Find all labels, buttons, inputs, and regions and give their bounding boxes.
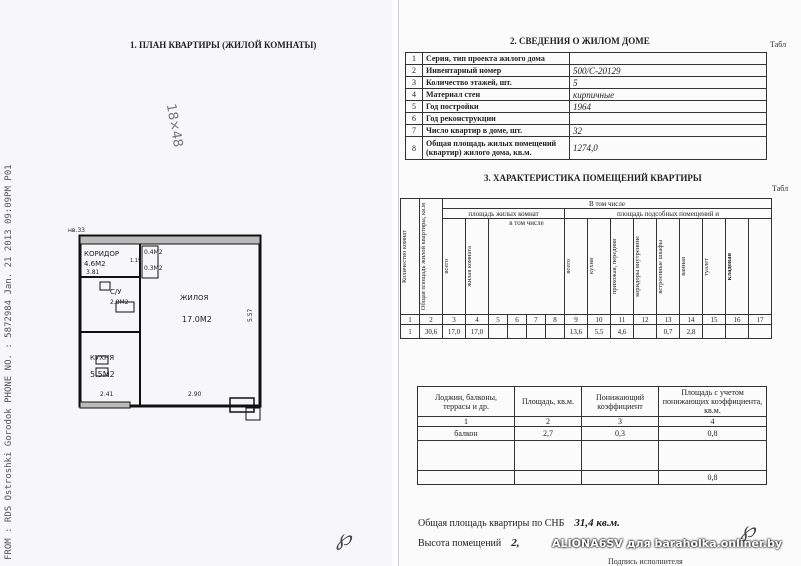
kitchen-area: 5.5М2 (90, 370, 115, 379)
apartment-characteristics-table: Количество комнат Общая площадь жилой квартиры, кв.м В том числе площадь жилых комнат площадь подсобных помещений и всего жилая комната в том числе всего кухня прихожая, передняя коридоры внутренние встроенные шкафы ванная туалет кладовая 1 2 3 4 5 6 7 8 9 10 11 12 13 14 15 16 17 1 30,6 17,0 17,0 13,6 5,5 4,6 0,7 2,8 (400, 198, 772, 339)
dim-2-90: 2.90 (188, 391, 202, 398)
column-numbers-row: 1 2 3 4 5 6 7 8 9 10 11 12 13 14 15 16 17 (401, 315, 772, 325)
table-row: 3 Количество этажей, шт. 5 (406, 77, 767, 89)
table-row: балкон 2,7 0,3 0,8 (418, 427, 767, 441)
dim-3-81: 3.81 (86, 269, 100, 276)
bathroom-label: С/У (110, 288, 122, 296)
table-tag: Табл (770, 40, 787, 49)
executor-label: Подпись исполнителя (608, 557, 683, 566)
table-row: 6 Год реконструкции (406, 113, 767, 125)
table-row: 1 Серия, тип проекта жилого дома (406, 53, 767, 65)
signature-left: ℘ (336, 526, 352, 551)
floor-plan (70, 222, 280, 427)
table-row: 5 Год постройки 1964 (406, 101, 767, 113)
balcony-table: Лоджии, балконы, террасы и др. Площадь, кв.м. Понижающий коэффициент Площадь с учетом понижающих коэффициента, кв.м. 1 2 3 4 балкон 2,7 0,3 0,8 0,8 (417, 386, 767, 485)
house-info-table (405, 52, 767, 160)
corner-mark: нв.33 (68, 227, 86, 234)
fax-header: FROM : RDS Ostroshki Gorodok PHONE NO. : 5872984 Jan. 21 2013 09:09PM P01 (4, 164, 14, 560)
signature-right: ℘ (740, 518, 756, 543)
dim-1-19: 1.19 (130, 258, 142, 264)
dim-2-41: 2.41 (100, 391, 114, 398)
table-row: 7 Число квартир в доме, шт. 32 (406, 125, 767, 137)
table-row: 4 Материал стен кирпичные (406, 89, 767, 101)
corridor-label: КОРИДОР (84, 250, 120, 258)
floor-plan-drawing (70, 222, 280, 422)
living-room-area: 17.0М2 (182, 315, 212, 324)
section3-title: 3. ХАРАКТЕРИСТИКА ПОМЕЩЕНИЙ КВАРТИРЫ (484, 173, 702, 183)
left-page (0, 0, 392, 566)
plan-title: 1. ПЛАН КВАРТИРЫ (ЖИЛОЙ КОМНАТЫ) (130, 40, 317, 50)
bathroom-area: 2.8М2 (110, 299, 129, 306)
living-room-label: ЖИЛОЯ (180, 294, 209, 302)
total-area-value: 31,4 кв.м. (574, 517, 620, 529)
dim-0-4: 0.4М2 (144, 249, 163, 256)
handwritten-note: 18×48 (162, 102, 186, 149)
balcony-total: 0,8 (659, 471, 767, 485)
table-row: 8 Общая площадь жилых помещений (квартир) жилого дома, кв.м. 1274,0 (406, 137, 767, 160)
watermark: ALIONA6SV для baraholka.onliner.by (552, 537, 782, 550)
section2-title: 2. СВЕДЕНИЯ О ЖИЛОМ ДОМЕ (510, 36, 650, 46)
dim-0-3: 0.3М2 (144, 265, 163, 272)
dim-5-57: 5.57 (247, 308, 254, 322)
height-line: Высота помещений 2, (418, 537, 520, 549)
kitchen-label: КУХНЯ (90, 354, 115, 362)
total-area-line: Общая площадь квартиры по СНБ 31,4 кв.м. (418, 517, 620, 529)
table-row: 2 Инвентарный номер 500/С-20129 (406, 65, 767, 77)
table-tag-2: Табл (772, 184, 789, 193)
corridor-area: 4.6М2 (84, 260, 106, 268)
height-value: 2, (511, 537, 520, 549)
table-row: 1 30,6 17,0 17,0 13,6 5,5 4,6 0,7 2,8 (401, 325, 772, 339)
